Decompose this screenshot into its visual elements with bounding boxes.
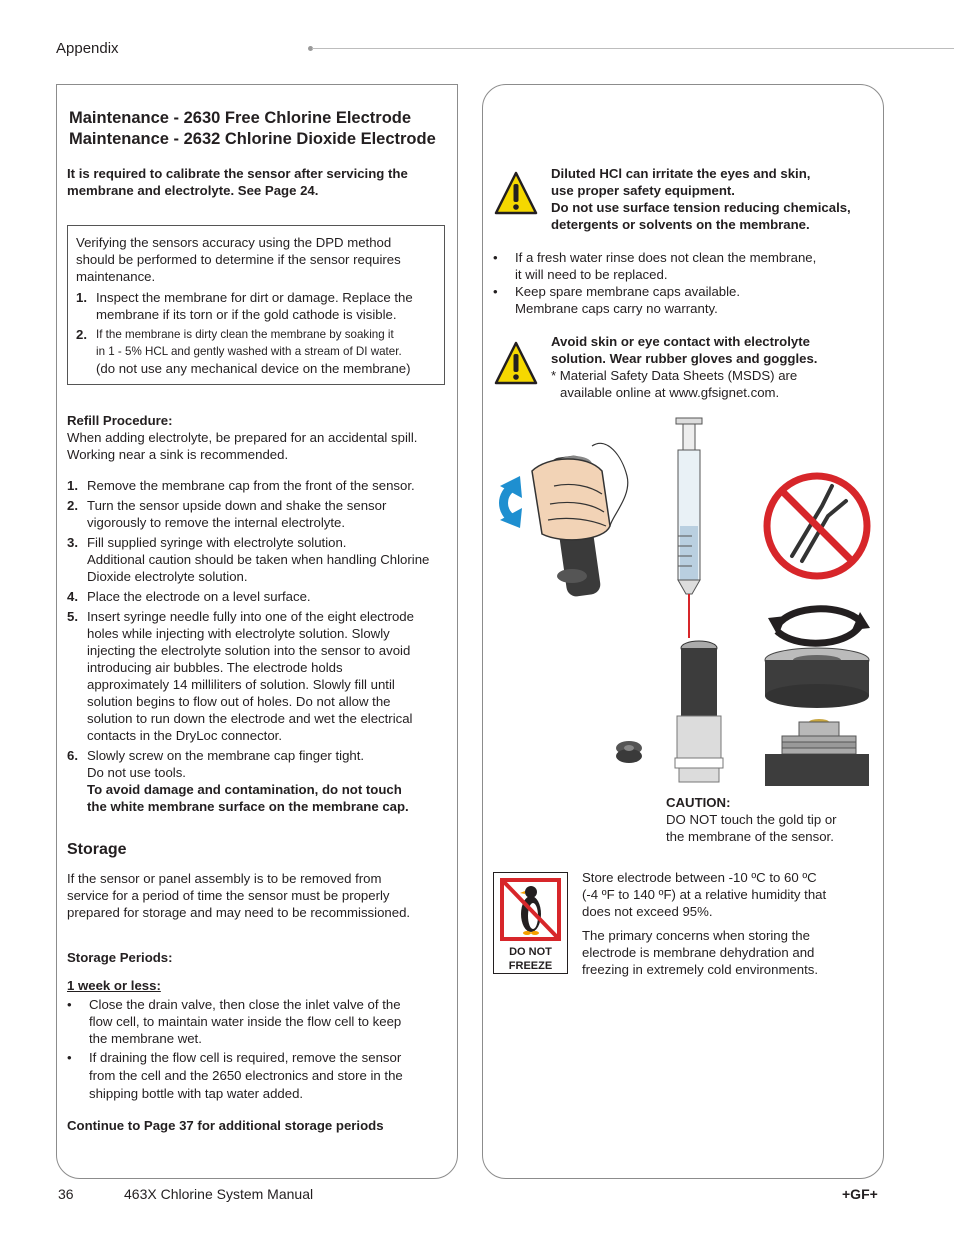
step-line: Fill supplied syringe with electrolyte solution. — [87, 535, 347, 550]
electrode-refill-illustration — [492, 416, 876, 786]
step-line: solution begins to flow out of holes. Do not allow the — [87, 694, 391, 709]
item-line: Inspect the membrane for dirt or damage. Replace the — [96, 290, 413, 305]
refill-steps — [67, 477, 452, 818]
page-title — [69, 108, 454, 150]
step-number: 5. — [67, 609, 78, 624]
gf-logo: +GF+ — [842, 1186, 878, 1202]
hcl-warning — [551, 165, 881, 233]
calibrate-note-line: It is required to calibrate the sensor after servicing the — [67, 166, 408, 181]
step-line: holes while injecting with electrolyte solution. Slowly — [87, 626, 390, 641]
step-warning-line: the white membrane surface on the membrane cap. — [87, 799, 409, 814]
item-line: membrane if its torn or if the gold cathode is visible. — [96, 307, 397, 322]
storage-intro — [67, 870, 452, 921]
step-number: 3. — [67, 535, 78, 550]
membrane-cap-icon — [765, 648, 869, 708]
storage-temp-line: does not exceed 95%. — [582, 904, 713, 919]
storage-periods-heading: Storage Periods: — [67, 950, 173, 965]
step-line: Dioxide electrolyte solution. — [87, 569, 248, 584]
no-tools-icon — [767, 476, 867, 576]
bullet-line: flow cell, to maintain water inside the flow cell to keep — [89, 1014, 402, 1029]
bullet-mark: • — [493, 284, 498, 299]
syringe-icon — [676, 418, 702, 638]
step-number: 4. — [67, 589, 78, 604]
membrane-cap-small-icon — [616, 741, 642, 763]
step-line: Do not use tools. — [87, 765, 186, 780]
item-number: 2. — [76, 327, 87, 342]
box-item-1 — [76, 289, 436, 323]
step-line: injecting the electrolyte solution into the sensor to avoid — [87, 643, 411, 658]
storage-intro-line: If the sensor or panel assembly is to be removed from — [67, 871, 382, 886]
bullet-line: the membrane wet. — [89, 1031, 202, 1046]
step-line: Additional caution should be taken when handling Chlorine — [87, 552, 430, 567]
header-rule — [312, 48, 954, 49]
continue-note: Continue to Page 37 for additional storage periods — [67, 1118, 384, 1133]
sensor-head-icon — [765, 719, 869, 786]
bullet-line: If draining the flow cell is required, remove the sensor — [89, 1050, 402, 1065]
bullet-line: If a fresh water rinse does not clean the membrane, — [515, 250, 817, 265]
verification-box — [67, 225, 445, 385]
concern-line: The primary concerns when storing the — [582, 928, 810, 943]
warning-line: Avoid skin or eye contact with electrolyte — [551, 334, 810, 349]
bullet-line: Keep spare membrane caps available. — [515, 284, 741, 299]
membrane-bullet-1 — [493, 249, 873, 283]
storage-bullet-1 — [67, 996, 452, 1047]
step-warning-line: To avoid damage and contamination, do not touch — [87, 782, 402, 797]
calibrate-note-line: membrane and electrolyte. See Page 24. — [67, 183, 319, 198]
bullet-line: Membrane caps carry no warranty. — [515, 301, 718, 316]
step-number: 2. — [67, 498, 78, 513]
storage-heading: Storage — [67, 841, 127, 858]
warning-line: use proper safety equipment. — [551, 183, 735, 198]
bullet-mark: • — [67, 1050, 72, 1065]
item-number: 1. — [76, 290, 87, 305]
warning-line: Do not use surface tension reducing chemicals, — [551, 200, 851, 215]
membrane-bullet-2 — [493, 283, 873, 317]
step-line: approximately 14 milliliters of solution. Slowly fill until — [87, 677, 395, 692]
bullet-line: Close the drain valve, then close the inlet valve of the — [89, 997, 401, 1012]
refill-step-5 — [67, 608, 452, 744]
penguin-prohibited-icon — [500, 878, 561, 941]
hand-holding-electrode-icon — [532, 443, 628, 597]
section-label: Appendix — [56, 40, 119, 57]
step-line: Insert syringe needle fully into one of the eight electrode — [87, 609, 414, 624]
step-line: vigorously to remove the internal electrolyte. — [87, 515, 346, 530]
box-intro-line: Verifying the sensors accuracy using the DPD method — [76, 235, 392, 250]
concern-line: electrode is membrane dehydration and — [582, 945, 815, 960]
do-not-freeze-label — [493, 872, 568, 974]
refill-step-1 — [67, 477, 452, 494]
caution-line: the membrane of the sensor. — [666, 829, 834, 844]
refill-intro-line: When adding electrolyte, be prepared for an accidental spill. — [67, 430, 418, 445]
storage-intro-line: service for a period of time the sensor must be properly — [67, 888, 390, 903]
concern-line: freezing in extremely cold environments. — [582, 962, 819, 977]
step-line: solution to run down the electrode and wet the electrical — [87, 711, 413, 726]
title-line-1: Maintenance - 2630 Free Chlorine Electrode — [69, 109, 412, 127]
week-heading: 1 week or less: — [67, 978, 161, 993]
step-line: introducing air bubbles. The electrode holds — [87, 660, 343, 675]
step-line: Turn the sensor upside down and shake the sensor — [87, 498, 387, 513]
warning-triangle-icon — [494, 341, 538, 385]
storage-bullets — [67, 996, 452, 1103]
box-intro-line: should be performed to determine if the sensor requires — [76, 252, 401, 267]
title-line-2: Maintenance - 2632 Chlorine Dioxide Electrode — [69, 130, 436, 148]
refill-heading: Refill Procedure: — [67, 413, 173, 428]
refill-step-2 — [67, 497, 452, 531]
electrolyte-warning — [551, 333, 881, 401]
step-line: Slowly screw on the membrane cap finger tight. — [87, 748, 365, 763]
item-line: If the membrane is dirty clean the membrane by soaking it — [96, 328, 394, 341]
refill-intro-line: Working near a sink is recommended. — [67, 447, 289, 462]
msds-line: * Material Safety Data Sheets (MSDS) are — [551, 368, 798, 383]
storage-temperature-note — [582, 869, 877, 978]
refill-step-6 — [67, 747, 452, 815]
freeze-label-line: DO NOT — [509, 946, 552, 958]
storage-bullet-2 — [67, 1049, 452, 1103]
bullet-line: from the cell and the 2650 electronics and store in the — [89, 1068, 403, 1083]
caution-note — [666, 794, 876, 845]
rotate-arrow-icon — [500, 476, 522, 528]
caution-line: DO NOT touch the gold tip or — [666, 812, 837, 827]
step-number: 1. — [67, 478, 78, 493]
bullet-mark: • — [493, 250, 498, 265]
calibrate-note — [67, 165, 447, 199]
storage-intro-line: prepared for storage and may need to be recommissioned. — [67, 905, 411, 920]
warning-line: solution. Wear rubber gloves and goggles. — [551, 351, 818, 366]
bullet-line: shipping bottle with tap water added. — [89, 1086, 304, 1101]
caution-heading: CAUTION: — [666, 795, 731, 810]
box-intro-line: maintenance. — [76, 269, 156, 284]
electrode-icon — [675, 641, 723, 782]
bullet-line: it will need to be replaced. — [515, 267, 668, 282]
refill-step-3 — [67, 534, 452, 585]
box-item-2 — [76, 326, 436, 377]
step-number: 6. — [67, 748, 78, 763]
step-line: Place the electrode on a level surface. — [87, 589, 311, 604]
warning-line: Diluted HCl can irritate the eyes and skin, — [551, 166, 811, 181]
refill-step-4 — [67, 588, 452, 605]
refill-section — [67, 412, 452, 463]
rotation-arrows-icon — [768, 609, 870, 643]
step-line: Remove the membrane cap from the front of the sensor. — [87, 478, 415, 493]
msds-line: available online at www.gfsignet.com. — [560, 385, 780, 400]
page-number: 36 — [58, 1186, 74, 1202]
freeze-label-line: FREEZE — [508, 960, 553, 972]
step-line: contacts in the DryLoc connector. — [87, 728, 282, 743]
bullet-mark: • — [67, 997, 72, 1012]
warning-triangle-icon — [494, 171, 538, 215]
item-line: in 1 - 5% HCL and gently washed with a stream of DI water. — [96, 345, 402, 358]
membrane-bullets — [493, 249, 873, 317]
warning-line: detergents or solvents on the membrane. — [551, 217, 810, 232]
item-line: (do not use any mechanical device on the membrane) — [96, 361, 411, 376]
manual-title: 463X Chlorine System Manual — [124, 1186, 314, 1202]
storage-temp-line: Store electrode between -10 ºC to 60 ºC — [582, 870, 817, 885]
storage-temp-line: (-4 ºF to 140 ºF) at a relative humidity that — [582, 887, 827, 902]
freeze-label-text — [494, 945, 567, 973]
